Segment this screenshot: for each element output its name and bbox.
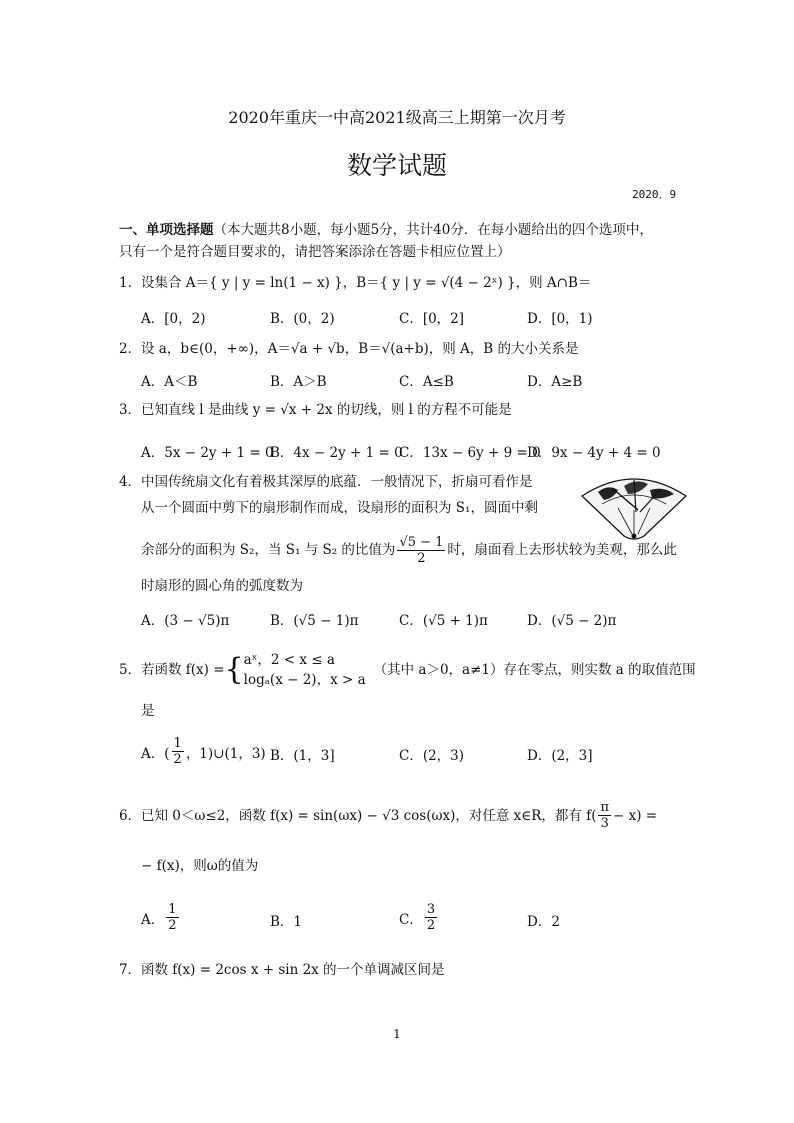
q5-case-2: logₐ(x − 2)，x > a: [243, 672, 366, 688]
question-number: 4．: [119, 474, 142, 490]
section-heading: [119, 219, 653, 241]
q6-option-a: [141, 902, 181, 933]
question-4: [119, 471, 533, 493]
q4-line3-b: 时，扇面看上去形状较为美观，那么此: [447, 542, 677, 558]
q6-option-c-denominator: 2: [426, 918, 436, 933]
question-2: [119, 338, 579, 360]
q3-text: 已知直线 l 是曲线 y = √x + 2x 的切线，则 l 的方程不可能是: [141, 402, 512, 418]
question-3: [119, 399, 512, 421]
question-number: 2．: [119, 341, 142, 357]
q3-option-a: A．5x − 2y + 1 = 0: [141, 445, 274, 461]
question-number: 6．: [119, 807, 142, 824]
q6-option-b: B．1: [270, 914, 303, 930]
q1-option-b: B．(0，2): [270, 311, 335, 327]
q5-option-d: D．(2，3]: [527, 748, 593, 764]
q1-text-b: ，B＝: [342, 275, 380, 291]
q5-option-b: B．(1，3]: [270, 748, 335, 764]
q6-text-b: − x) =: [613, 807, 658, 824]
q5-case-1: aˣ，2 < x ≤ a: [243, 652, 335, 668]
q1-option-c: C．[0，2]: [399, 311, 465, 327]
q2-option-c: C．A≤B: [399, 374, 454, 390]
question-6: [119, 800, 657, 831]
q5-line2: 是: [141, 703, 155, 719]
q2-option-a: A．A＜B: [141, 374, 198, 390]
q6-line2: − f(x)，则ω的值为: [141, 858, 259, 874]
q6-option-a-denominator: 2: [168, 918, 177, 933]
q5-piecewise-cases: [244, 650, 366, 690]
question-number: 7．: [119, 962, 142, 978]
q5-piecewise-brace: {: [224, 652, 244, 687]
q6-option-c-fraction: [425, 902, 437, 933]
q5-option-a-prefix: A．(: [141, 745, 170, 762]
q4-line2: 从一个圆面中剪下的扇形制作而成，设扇形的面积为 S₁，圆面中剩: [141, 500, 538, 516]
q6-option-c: [399, 902, 439, 933]
question-number: 5．: [119, 662, 142, 678]
q5-option-a-denominator: 2: [173, 752, 182, 767]
q4-option-c: C．(√5 + 1)π: [399, 613, 488, 629]
exam-title: 2020年重庆一中高2021级高三上期第一次月考: [228, 108, 566, 127]
section-desc-line1: （本大题共8小题，每小题5分，共计40分．在每小题给出的四个选项中，: [213, 222, 653, 238]
q4-line1: 中国传统扇文化有着极其深厚的底蕴．一般情况下，折扇可看作是: [141, 474, 533, 490]
q2-text: 设 a，b∈(0，+∞)，A＝√a + √b，B＝√(a+b)，则 A，B 的大小关系是: [141, 341, 579, 357]
q1-set-a: { y | y = ln(1 − x) }: [209, 275, 343, 291]
q7-text: 函数 f(x) = 2cos x + sin 2x 的一个单调减区间是: [141, 962, 445, 978]
q5-text-a: 若函数 f(x) =: [141, 662, 225, 678]
q3-option-d: D．9x − 4y + 4 = 0: [527, 445, 661, 461]
section-title: 一、单项选择题: [119, 222, 214, 238]
q1-set-b: { y | y = √(4 − 2ˣ) }: [379, 275, 516, 291]
q6-option-d: D．2: [527, 914, 560, 930]
q4-line3-a: 余部分的面积为 S₂，当 S₁ 与 S₂ 的比值为: [141, 542, 396, 558]
q6-text-a: 已知 0＜ω≤2，函数 f(x) = sin(ωx) − √3 cos(ωx)，对任意 x∈R，都有 f(: [141, 807, 597, 824]
q5-option-a-numerator: 1: [173, 736, 182, 751]
exam-date: 2020．9: [632, 188, 677, 201]
q6-option-a-numerator: 1: [168, 902, 177, 917]
q6-option-c-prefix: C．: [399, 911, 423, 928]
q4-ratio-numerator: √5 − 1: [399, 535, 444, 550]
q6-option-a-fraction: [166, 902, 178, 933]
q1-text-a: 设集合 A＝: [141, 275, 210, 291]
q6-fraction-numerator: π: [600, 800, 610, 815]
q4-option-b: B．(√5 − 1)π: [270, 613, 359, 629]
exam-subtitle: 数学试题: [346, 151, 447, 180]
q1-option-d: D．[0，1): [527, 311, 593, 327]
q3-option-c: C．13x − 6y + 9 = 0: [399, 445, 541, 461]
question-7: [119, 959, 445, 981]
question-5: [119, 650, 696, 690]
q6-fraction: [598, 800, 611, 831]
q4-ratio-denominator: 2: [417, 551, 426, 566]
q4-option-d: D．(√5 − 2)π: [527, 613, 617, 629]
q4-option-a: A．(3 − √5)π: [141, 613, 230, 629]
q2-option-d: D．A≥B: [527, 374, 583, 390]
q2-option-b: B．A＞B: [270, 374, 327, 390]
q5-text-b: （其中 a＞0，a≠1）存在零点，则实数 a 的取值范围: [373, 662, 696, 678]
q5-option-a-fraction: [172, 736, 184, 767]
q3-option-b: B．4x − 2y + 1 = 0: [270, 445, 403, 461]
q1-option-a: A．[0，2): [141, 311, 206, 327]
q6-fraction-denominator: 3: [600, 816, 609, 831]
q5-option-a-suffix: ，1)∪(1，3): [185, 745, 266, 762]
q5-option-c: C．(2，3): [399, 748, 465, 764]
section-desc-line2: 只有一个是符合题目要求的，请把答案添涂在答题卡相应位置上）: [119, 244, 511, 260]
q5-option-a: [141, 736, 266, 767]
question-1: [119, 272, 591, 294]
q4-line4: 时扇形的圆心角的弧度数为: [141, 578, 303, 594]
q6-option-c-numerator: 3: [426, 902, 436, 917]
q4-ratio-fraction: [397, 535, 445, 566]
question-number: 1．: [119, 275, 142, 291]
page-number: 1: [393, 1027, 401, 1041]
q6-option-a-prefix: A．: [141, 911, 165, 928]
question-number: 3．: [119, 402, 142, 418]
q1-text-c: ，则 A∩B＝: [515, 275, 592, 291]
q4-line3: [141, 528, 677, 572]
